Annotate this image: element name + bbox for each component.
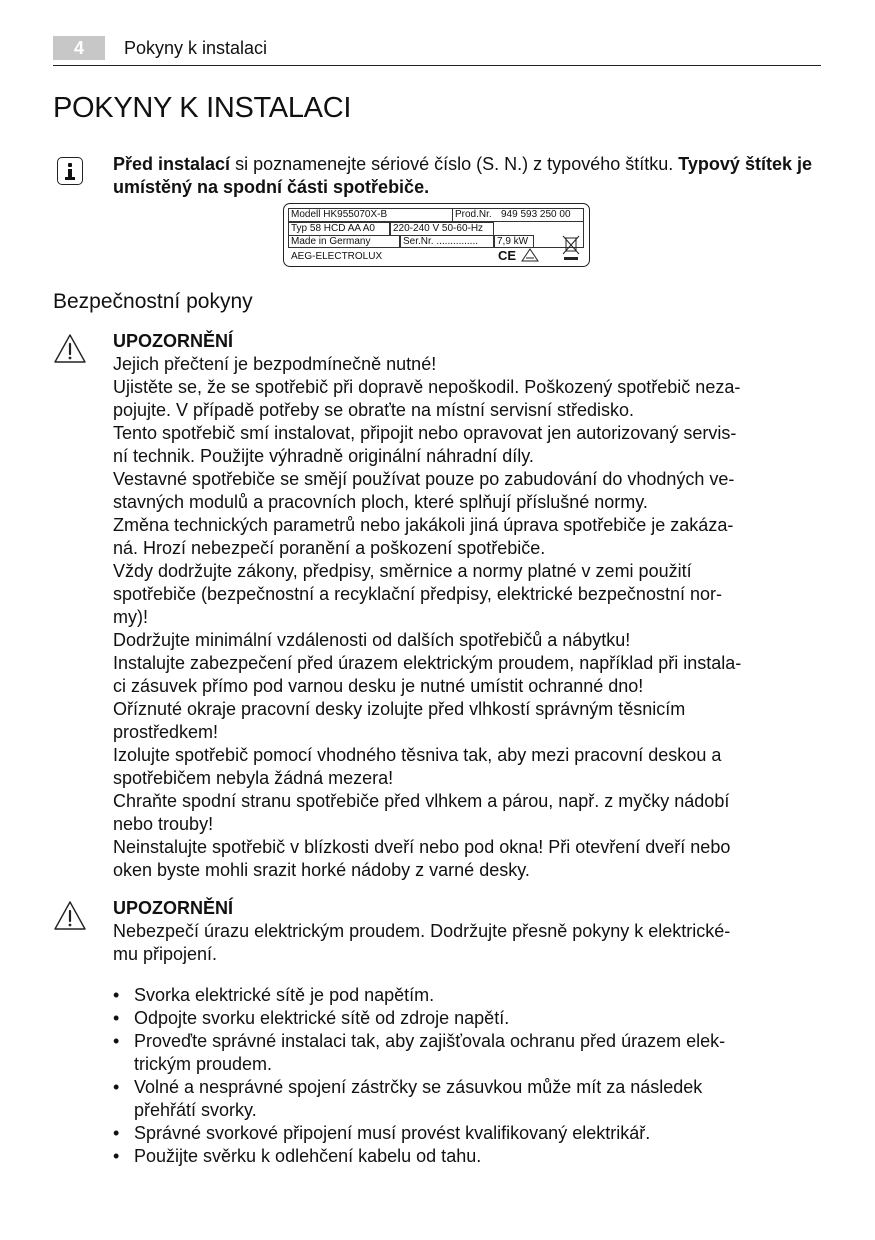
plate-prod-nr-label: Prod.Nr. — [455, 209, 492, 220]
warning-text — [113, 920, 821, 966]
list-item-line: • Volné a nesprávné spojení zástrčky se zásuvkou může mít za následek — [134, 1077, 703, 1097]
warning-triangle-icon — [53, 900, 87, 932]
list-item — [113, 1145, 821, 1168]
list-item — [113, 1030, 821, 1076]
text-line: Oříznuté okraje pracovní desky izolujte před vlhkostí správným těsnicím — [113, 699, 686, 719]
list-item — [113, 1076, 821, 1122]
list-item-line: • Odpojte svorku elektrické sítě od zdroje napětí. — [134, 1008, 510, 1028]
list-item-line: • Proveďte správné instalaci tak, aby zajišťovala ochranu před úrazem elek- — [134, 1031, 726, 1051]
page-header — [53, 36, 821, 66]
text-line: nebo trouby! — [113, 814, 214, 834]
ce-mark: CE — [498, 248, 517, 263]
text-line: Neinstalujte spotřebič v blízkosti dveří nebo pod okna! Při otevření dveří nebo — [113, 837, 731, 857]
plate-brand: AEG-ELECTROLUX — [291, 251, 383, 262]
compliance-triangle-icon — [521, 248, 539, 262]
info-icon — [57, 157, 83, 185]
text-line: Změna technických parametrů nebo jakákoli jiná úprava spotřebiče je zakáza- — [113, 515, 734, 535]
text-line: Izolujte spotřebič pomocí vhodného těsniva tak, aby mezi pracovní deskou a — [113, 745, 722, 765]
info-note — [113, 153, 823, 199]
warning-title: UPOZORNĚNÍ — [113, 331, 234, 351]
text-line: my)! — [113, 607, 148, 627]
text-line: pojujte. V případě potřeby se obraťte na místní servisní středisko. — [113, 400, 635, 420]
text-line: Dodržujte minimální vzdálenosti od dalších spotřebičů a nábytku! — [113, 630, 631, 650]
text-line: ná. Hrozí nebezpečí poranění a poškození spotřebiče. — [113, 538, 546, 558]
bullet-list — [113, 984, 821, 1168]
weee-bin-icon — [561, 234, 581, 262]
header-title: Pokyny k instalaci — [124, 38, 268, 58]
text-line: Instalujte zabezpečení před úrazem elektrickým proudem, například při instala- — [113, 653, 742, 673]
plate-power: 7,9 kW — [497, 236, 529, 247]
info-note-bold-end: Typový štítek je umístěný na spodní části spotřebiče. — [113, 154, 812, 197]
text-line: Jejich přečtení je bezpodmínečně nutné! — [113, 354, 437, 374]
text-line: ci zásuvek přímo pod varnou desku je nutné umístit ochranné dno! — [113, 676, 644, 696]
text-line: Nebezpečí úrazu elektrickým proudem. Dodržujte přesně pokyny k elektrické- — [113, 921, 731, 941]
text-line: Chraňte spodní stranu spotřebiče před vlhkem a párou, např. z myčky nádobí — [113, 791, 730, 811]
page-number: 4 — [53, 36, 105, 60]
text-line: Vždy dodržujte zákony, předpisy, směrnice a normy platné v zemi použití — [113, 561, 692, 581]
warning-title: UPOZORNĚNÍ — [113, 898, 234, 918]
text-line: mu připojení. — [113, 944, 218, 964]
list-item-line: • Správné svorkové připojení musí provést kvalifikovaný elektrikář. — [134, 1123, 651, 1143]
list-item-line: • Použijte svěrku k odlehčení kabelu od tahu. — [134, 1146, 482, 1166]
rating-plate — [283, 203, 590, 267]
text-line: Vestavné spotřebiče se smějí používat pouze po zabudování do vhodných ve- — [113, 469, 735, 489]
info-note-bold-start: Před instalací — [113, 154, 231, 174]
plate-ser-nr: Ser.Nr. ............... — [403, 236, 479, 247]
text-line: Ujistěte se, že se spotřebič při dopravě nepoškodil. Poškozený spotřebič neza- — [113, 377, 741, 397]
plate-voltage: 220-240 V 50-60-Hz — [393, 223, 484, 234]
section-heading: Bezpečnostní pokyny — [53, 290, 253, 313]
list-item — [113, 1122, 821, 1145]
text-line: spotřebiče (bezpečnostní a recyklační předpisy, elektrické bezpečnostní nor- — [113, 584, 722, 604]
warning-triangle-icon — [53, 333, 87, 365]
text-line: ní technik. Použijte výhradně originální náhradní díly. — [113, 446, 534, 466]
plate-type: Typ 58 HCD AA A0 — [291, 223, 375, 234]
list-item-line: • Svorka elektrické sítě je pod napětím. — [134, 985, 435, 1005]
warning-text — [113, 353, 821, 882]
plate-made-in: Made in Germany — [291, 236, 371, 247]
text-line: oken byste mohli srazit horké nádoby z varné desky. — [113, 860, 530, 880]
list-item — [113, 984, 821, 1007]
list-item-line: přehřátí svorky. — [134, 1100, 257, 1120]
plate-model: Modell HK955070X-B — [291, 209, 388, 220]
text-line: spotřebičem nebyla žádná mezera! — [113, 768, 394, 788]
info-note-text: si poznamenejte sériové číslo (S. N.) z typového štítku. — [230, 154, 679, 174]
text-line: prostředkem! — [113, 722, 219, 742]
main-title: POKYNY K INSTALACI — [53, 92, 352, 124]
text-line: stavných modulů a pracovních ploch, které splňují příslušné normy. — [113, 492, 648, 512]
list-item-line: trickým proudem. — [134, 1054, 273, 1074]
text-line: Tento spotřebič smí instalovat, připojit nebo opravovat jen autorizovaný servis- — [113, 423, 737, 443]
list-item — [113, 1007, 821, 1030]
plate-prod-nr: 949 593 250 00 — [501, 209, 571, 220]
